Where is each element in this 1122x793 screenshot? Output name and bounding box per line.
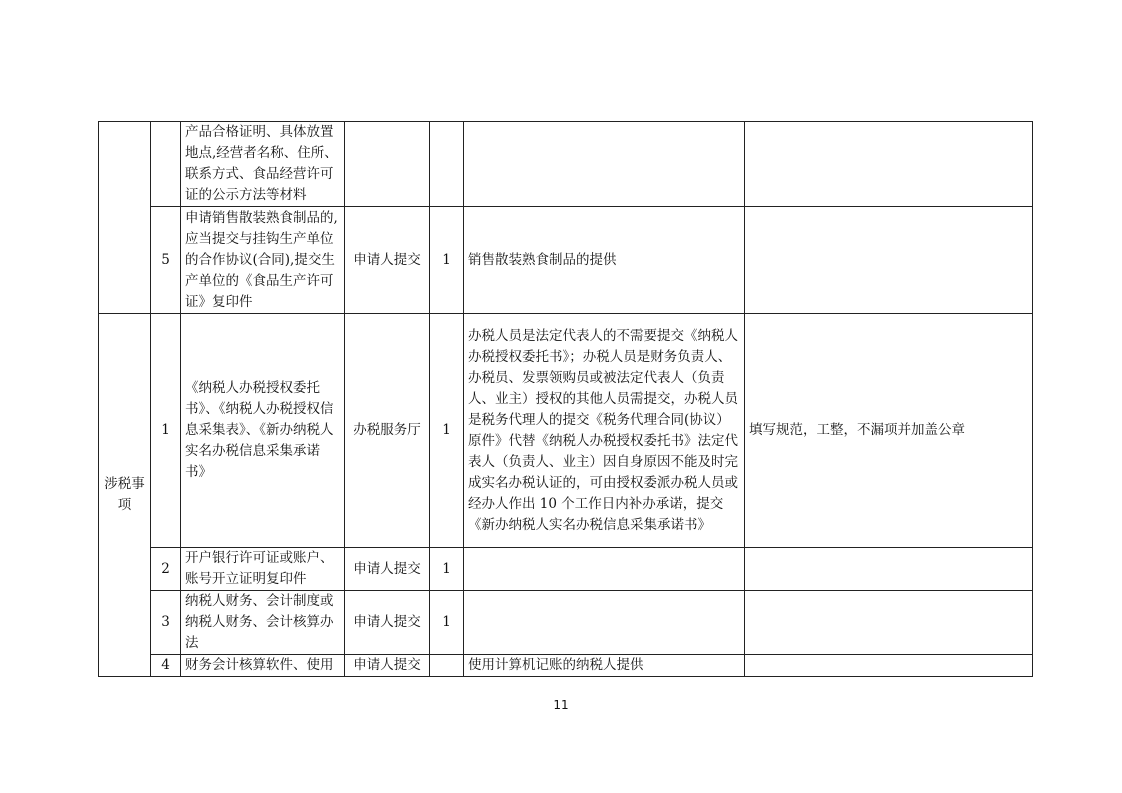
copies-cell	[430, 655, 464, 677]
row-number	[151, 122, 181, 207]
requirement-cell: 使用计算机记账的纳税人提供	[464, 655, 745, 677]
source-cell: 申请人提交	[345, 591, 430, 655]
copies-cell: 1	[430, 207, 464, 314]
row-number: 3	[151, 591, 181, 655]
table-row	[99, 591, 1033, 655]
section-cell-continued	[99, 122, 151, 314]
material-cell: 开户银行许可证或账户、账号开立证明复印件	[181, 548, 345, 591]
standard-cell	[745, 591, 1033, 655]
table-row	[99, 548, 1033, 591]
standard-cell	[745, 207, 1033, 314]
copies-cell: 1	[430, 548, 464, 591]
page-number: 11	[553, 698, 569, 712]
material-cell: 申请销售散装熟食制品的,应当提交与挂钩生产单位的合作协议(合同),提交生产单位的《食品生产许可证》复印件	[181, 207, 345, 314]
source-cell: 申请人提交	[345, 655, 430, 677]
requirement-cell	[464, 548, 745, 591]
section-label-tax: 涉税事项	[99, 314, 151, 677]
material-cell: 《纳税人办税授权委托书》、《纳税人办税授权信息采集表》、《新办纳税人实名办税信息采集承诺书》	[181, 314, 345, 548]
copies-cell: 1	[430, 314, 464, 548]
row-number: 2	[151, 548, 181, 591]
source-cell: 申请人提交	[345, 548, 430, 591]
standard-cell	[745, 655, 1033, 677]
standard-cell	[745, 548, 1033, 591]
material-cell: 纳税人财务、会计制度或纳税人财务、会计核算办法	[181, 591, 345, 655]
requirement-cell	[464, 591, 745, 655]
requirement-cell: 销售散装熟食制品的提供	[464, 207, 745, 314]
material-cell: 财务会计核算软件、使用	[181, 655, 345, 677]
copies-cell: 1	[430, 591, 464, 655]
table-row	[99, 207, 1033, 314]
requirements-table	[98, 121, 1033, 677]
table-row	[99, 655, 1033, 677]
standard-cell: 填写规范，工整，不漏项并加盖公章	[745, 314, 1033, 548]
table-row	[99, 314, 1033, 548]
standard-cell	[745, 122, 1033, 207]
source-cell	[345, 122, 430, 207]
requirement-cell: 办税人员是法定代表人的不需要提交《纳税人办税授权委托书》；办税人员是财务负责人、办税员、发票领购员或被法定代表人（负责人、业主）授权的其他人员需提交，办税人员是税务代理人的提交《税务代理合同(协议）原件》代替《纳税人办税授权委托书》法定代表人（负责人、业主）因自身原因不能及时完成实名办税认证的，可由授权委派办税人员或经办人作出 10 个工作日内补办承诺，提交《新办纳税人实名办税信息采集承诺书》	[464, 314, 745, 548]
source-cell: 申请人提交	[345, 207, 430, 314]
row-number: 4	[151, 655, 181, 677]
source-cell: 办税服务厅	[345, 314, 430, 548]
table-row	[99, 122, 1033, 207]
row-number: 5	[151, 207, 181, 314]
copies-cell	[430, 122, 464, 207]
requirement-cell	[464, 122, 745, 207]
material-cell: 产品合格证明、具体放置地点,经营者名称、住所、联系方式、食品经营许可证的公示方法等材料	[181, 122, 345, 207]
row-number: 1	[151, 314, 181, 548]
